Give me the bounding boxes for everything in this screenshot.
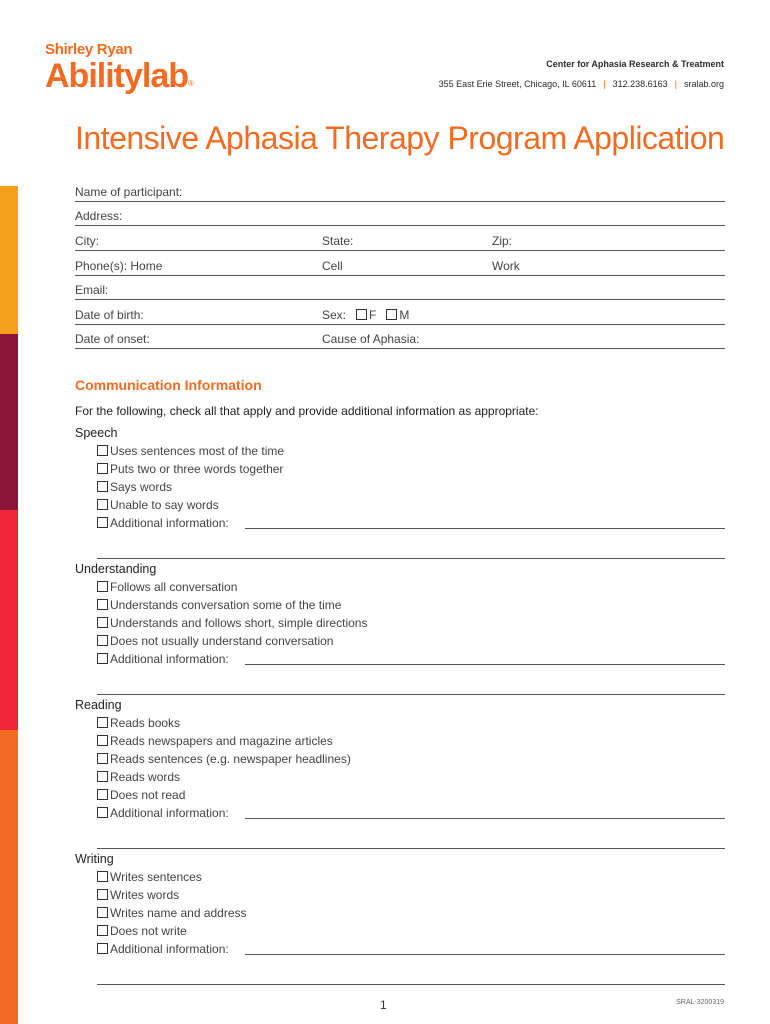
email-field[interactable] — [75, 275, 725, 300]
email-label: Email: — [75, 283, 109, 297]
option-label: Reads sentences (e.g. newspaper headlines) — [110, 752, 351, 766]
dob-label: Date of birth: — [75, 308, 144, 322]
work-phone-label: Work — [492, 259, 520, 273]
checkbox-option[interactable] — [97, 496, 725, 514]
option-label: Reads books — [110, 716, 181, 730]
checkbox-option[interactable] — [97, 460, 725, 478]
city-label: City: — [75, 234, 99, 248]
city-state-zip-row[interactable] — [75, 226, 725, 251]
onset-cause-row[interactable] — [75, 324, 725, 349]
additional-info-option[interactable] — [97, 804, 725, 822]
checkbox-option[interactable] — [97, 578, 725, 596]
option-label: Additional information: — [110, 516, 229, 530]
checkbox[interactable] — [97, 807, 108, 818]
option-label: Follows all conversation — [110, 580, 238, 594]
checkbox[interactable] — [97, 517, 108, 528]
checkbox-option[interactable] — [97, 478, 725, 496]
option-label: Additional information: — [110, 806, 229, 820]
registered-mark: ® — [188, 79, 193, 88]
option-label: Additional information: — [110, 942, 229, 956]
separator: | — [674, 79, 677, 89]
onset-label: Date of onset: — [75, 332, 150, 346]
group-label: Speech — [75, 426, 118, 440]
address-field[interactable] — [75, 201, 725, 226]
option-label: Understands conversation some of the time — [110, 598, 342, 612]
checkbox[interactable] — [97, 445, 108, 456]
checkbox[interactable] — [97, 653, 108, 664]
participant-name-field[interactable] — [75, 177, 725, 202]
additional-info-line-2[interactable] — [97, 542, 725, 559]
option-label: Writes sentences — [110, 870, 202, 884]
checkbox-option[interactable] — [97, 868, 725, 886]
option-label: Reads words — [110, 770, 181, 784]
additional-info-option[interactable] — [97, 650, 725, 668]
checkbox[interactable] — [97, 771, 108, 782]
checkbox-option[interactable] — [97, 632, 725, 650]
page-title: Intensive Aphasia Therapy Program Application — [75, 120, 725, 156]
checkbox[interactable] — [97, 789, 108, 800]
logo-wordmark: Abilitylab — [45, 57, 189, 95]
option-label: Reads newspapers and magazine articles — [110, 734, 333, 748]
additional-info-line[interactable] — [245, 664, 725, 665]
option-label: Writes name and address — [110, 906, 247, 920]
checkbox-option[interactable] — [97, 904, 725, 922]
checkbox-option[interactable] — [97, 922, 725, 940]
side-stripe-red — [0, 510, 18, 730]
checkbox-option[interactable] — [97, 596, 725, 614]
additional-info-option[interactable] — [97, 940, 725, 958]
option-label: Uses sentences most of the time — [110, 444, 285, 458]
checkbox[interactable] — [97, 481, 108, 492]
dob-sex-row[interactable] — [75, 300, 725, 325]
page-number: 1 — [380, 998, 387, 1012]
checkbox[interactable] — [97, 943, 108, 954]
checkbox[interactable] — [97, 889, 108, 900]
checkbox-option[interactable] — [97, 614, 725, 632]
checkbox[interactable] — [97, 907, 108, 918]
checkbox[interactable] — [97, 581, 108, 592]
zip-label: Zip: — [492, 234, 513, 248]
option-label: Puts two or three words together — [110, 462, 284, 476]
street-address: 355 East Erie Street, Chicago, IL 60611 — [438, 79, 597, 89]
additional-info-option[interactable] — [97, 514, 725, 532]
separator: | — [603, 79, 606, 89]
checkbox-sex-m[interactable] — [386, 309, 397, 320]
cause-label: Cause of Aphasia: — [322, 332, 420, 346]
checkbox-option[interactable] — [97, 886, 725, 904]
checkbox[interactable] — [97, 463, 108, 474]
checkbox[interactable] — [97, 599, 108, 610]
checkbox[interactable] — [97, 617, 108, 628]
abilitylab-logo — [45, 42, 193, 94]
side-stripe-orange — [0, 730, 18, 1024]
website: sralab.org — [683, 79, 724, 89]
document-code: SRAL-3200319 — [676, 999, 724, 1006]
group-label: Reading — [75, 698, 122, 712]
group-reading — [75, 696, 725, 849]
additional-info-line[interactable] — [245, 818, 725, 819]
instructions: For the following, check all that apply and provide additional information as appropriate: — [75, 404, 539, 418]
checkbox[interactable] — [97, 499, 108, 510]
checkbox-option[interactable] — [97, 442, 725, 460]
group-label: Writing — [75, 852, 114, 866]
checkbox-option[interactable] — [97, 786, 725, 804]
additional-info-line-2[interactable] — [97, 968, 725, 985]
state-label: State: — [322, 234, 354, 248]
checkbox[interactable] — [97, 635, 108, 646]
option-label: Does not usually understand conversation — [110, 634, 334, 648]
center-name: Center for Aphasia Research & Treatment — [546, 59, 724, 69]
sex-m-label: M — [399, 308, 410, 322]
checkbox[interactable] — [97, 925, 108, 936]
side-stripe-yellow — [0, 186, 18, 334]
phone-number: 312.238.6163 — [612, 79, 668, 89]
participant-name-label: Name of participant: — [75, 185, 183, 199]
option-label: Does not write — [110, 924, 187, 938]
sex-label — [322, 308, 409, 322]
option-label: Unable to say words — [110, 498, 219, 512]
checkbox-option[interactable] — [97, 750, 725, 768]
checkbox-option[interactable] — [97, 768, 725, 786]
checkbox[interactable] — [97, 871, 108, 882]
sex-f-label: F — [369, 308, 377, 322]
address-label: Address: — [75, 209, 123, 223]
group-understanding — [75, 560, 725, 695]
group-speech — [75, 424, 725, 559]
checkbox-option[interactable] — [97, 714, 725, 732]
additional-info-line-2[interactable] — [97, 832, 725, 849]
section-title-communication: Communication Information — [75, 377, 262, 393]
option-label: Understands and follows short, simple directions — [110, 616, 368, 630]
checkbox[interactable] — [97, 717, 108, 728]
group-writing — [75, 850, 725, 985]
home-phone-label: Phone(s): Home — [75, 259, 163, 273]
logo-top-text: Shirley Ryan — [45, 41, 133, 58]
checkbox[interactable] — [97, 753, 108, 764]
checkbox-option[interactable] — [97, 732, 725, 750]
cell-phone-label: Cell — [322, 259, 343, 273]
logo-main-text — [45, 58, 193, 94]
additional-info-line[interactable] — [245, 954, 725, 955]
group-label: Understanding — [75, 562, 157, 576]
option-label: Writes words — [110, 888, 180, 902]
option-label: Says words — [110, 480, 173, 494]
option-label: Additional information: — [110, 652, 229, 666]
sex-label-text: Sex: — [322, 308, 347, 322]
option-label: Does not read — [110, 788, 186, 802]
additional-info-line[interactable] — [245, 528, 725, 529]
checkbox[interactable] — [97, 735, 108, 746]
additional-info-line-2[interactable] — [97, 678, 725, 695]
phone-row[interactable] — [75, 251, 725, 276]
side-stripe-maroon — [0, 334, 18, 510]
contact-line — [439, 79, 724, 89]
checkbox-sex-f[interactable] — [356, 309, 367, 320]
